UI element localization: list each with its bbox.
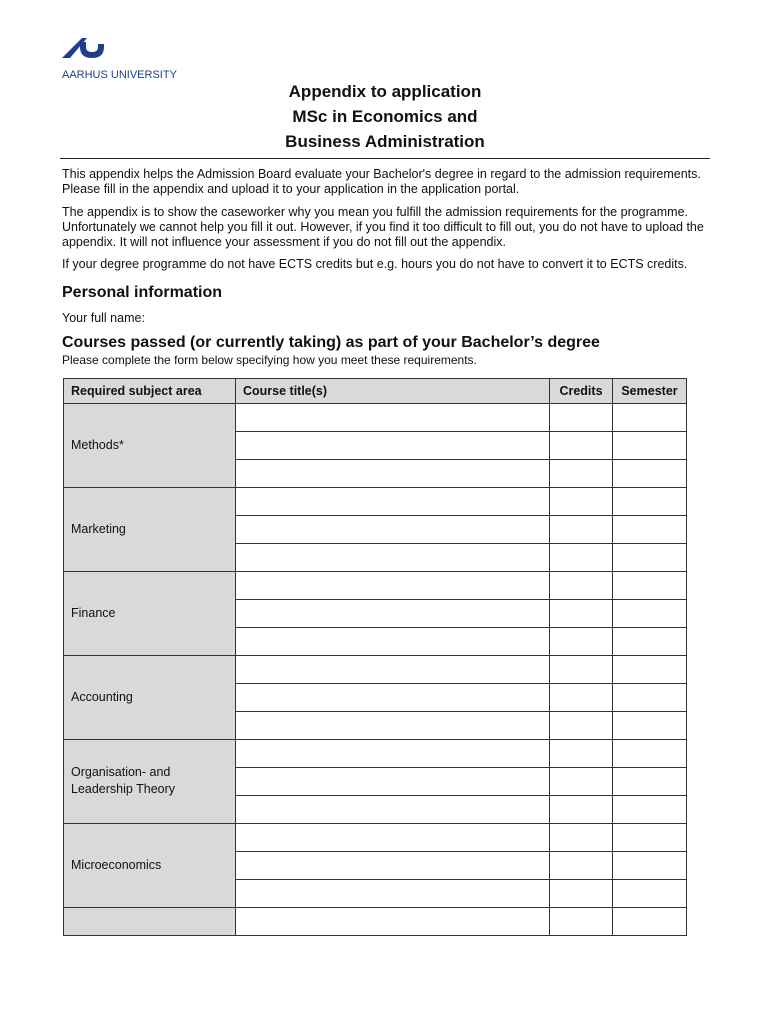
semester-cell[interactable] bbox=[613, 459, 687, 487]
credits-cell[interactable] bbox=[550, 683, 613, 711]
semester-cell[interactable] bbox=[613, 599, 687, 627]
logo-text: AARHUS UNIVERSITY bbox=[62, 69, 177, 81]
table-row bbox=[64, 487, 687, 515]
header-credits: Credits bbox=[550, 378, 613, 403]
semester-cell[interactable] bbox=[613, 487, 687, 515]
table-row bbox=[64, 907, 687, 935]
semester-cell[interactable] bbox=[613, 627, 687, 655]
credits-cell[interactable] bbox=[550, 823, 613, 851]
credits-cell[interactable] bbox=[550, 599, 613, 627]
credits-cell[interactable] bbox=[550, 739, 613, 767]
course-title-cell[interactable] bbox=[236, 515, 550, 543]
title-divider bbox=[60, 158, 710, 159]
semester-cell[interactable] bbox=[613, 543, 687, 571]
credits-cell[interactable] bbox=[550, 487, 613, 515]
course-title-cell[interactable] bbox=[236, 879, 550, 907]
table-row bbox=[64, 403, 687, 431]
personal-info-heading: Personal information bbox=[62, 283, 223, 301]
course-title-cell[interactable] bbox=[236, 487, 550, 515]
credits-cell[interactable] bbox=[550, 795, 613, 823]
semester-cell[interactable] bbox=[613, 823, 687, 851]
credits-cell[interactable] bbox=[550, 655, 613, 683]
aarhus-university-logo-icon bbox=[62, 34, 116, 60]
courses-table bbox=[63, 378, 687, 936]
credits-cell[interactable] bbox=[550, 403, 613, 431]
credits-cell[interactable] bbox=[550, 627, 613, 655]
course-title-cell[interactable] bbox=[236, 767, 550, 795]
credits-cell[interactable] bbox=[550, 879, 613, 907]
semester-cell[interactable] bbox=[613, 851, 687, 879]
intro-paragraph-1: This appendix helps the Admission Board evaluate your Bachelor's degree in regard to the admission requirements. Please fill in the appendix and upload it to your application in the application portal. bbox=[62, 167, 701, 197]
table-row bbox=[64, 571, 687, 599]
credits-cell[interactable] bbox=[550, 459, 613, 487]
credits-cell[interactable] bbox=[550, 543, 613, 571]
course-title-cell[interactable] bbox=[236, 655, 550, 683]
course-title-cell[interactable] bbox=[236, 711, 550, 739]
course-title-cell[interactable] bbox=[236, 571, 550, 599]
table-body bbox=[64, 403, 687, 935]
credits-cell[interactable] bbox=[550, 851, 613, 879]
title-line-3: Business Administration bbox=[285, 132, 485, 151]
semester-cell[interactable] bbox=[613, 571, 687, 599]
course-title-cell[interactable] bbox=[236, 627, 550, 655]
document-body bbox=[62, 79, 708, 936]
subject-area-cell: Accounting bbox=[64, 655, 236, 739]
courses-subtitle: Please complete the form below specifying how you meet these requirements. bbox=[62, 352, 477, 367]
table-row bbox=[64, 823, 687, 851]
course-title-cell[interactable] bbox=[236, 683, 550, 711]
semester-cell[interactable] bbox=[613, 711, 687, 739]
table-header-row bbox=[64, 378, 687, 403]
intro-paragraph-3: If your degree programme do not have ECTS credits but e.g. hours you do not have to convert it to ECTS credits. bbox=[62, 257, 688, 272]
credits-cell[interactable] bbox=[550, 711, 613, 739]
course-title-cell[interactable] bbox=[236, 403, 550, 431]
table-row bbox=[64, 739, 687, 767]
semester-cell[interactable] bbox=[613, 767, 687, 795]
credits-cell[interactable] bbox=[550, 515, 613, 543]
credits-cell[interactable] bbox=[550, 767, 613, 795]
semester-cell[interactable] bbox=[613, 879, 687, 907]
subject-area-cell: Microeconomics bbox=[64, 823, 236, 907]
course-title-cell[interactable] bbox=[236, 431, 550, 459]
header-semester: Semester bbox=[613, 378, 687, 403]
title-line-1: Appendix to application bbox=[288, 82, 482, 101]
header-course-title: Course title(s) bbox=[236, 378, 550, 403]
semester-cell[interactable] bbox=[613, 683, 687, 711]
semester-cell[interactable] bbox=[613, 431, 687, 459]
course-title-cell[interactable] bbox=[236, 599, 550, 627]
semester-cell[interactable] bbox=[613, 403, 687, 431]
course-title-cell[interactable] bbox=[236, 795, 550, 823]
document-title bbox=[62, 79, 708, 154]
semester-cell[interactable] bbox=[613, 795, 687, 823]
subject-area-cell: Organisation- and Leadership Theory bbox=[64, 739, 236, 823]
credits-cell[interactable] bbox=[550, 907, 613, 935]
course-title-cell[interactable] bbox=[236, 823, 550, 851]
subject-area-cell: Methods* bbox=[64, 403, 236, 487]
subject-area-cell: Finance bbox=[64, 571, 236, 655]
course-title-cell[interactable] bbox=[236, 739, 550, 767]
credits-cell[interactable] bbox=[550, 571, 613, 599]
semester-cell[interactable] bbox=[613, 739, 687, 767]
header-subject-area: Required subject area bbox=[64, 378, 236, 403]
semester-cell[interactable] bbox=[613, 515, 687, 543]
course-title-cell[interactable] bbox=[236, 543, 550, 571]
course-title-cell[interactable] bbox=[236, 851, 550, 879]
credits-cell[interactable] bbox=[550, 431, 613, 459]
course-title-cell[interactable] bbox=[236, 907, 550, 935]
courses-heading: Courses passed (or currently taking) as part of your Bachelor’s degree bbox=[62, 333, 600, 351]
title-line-2: MSc in Economics and bbox=[292, 107, 478, 126]
subject-area-cell: Marketing bbox=[64, 487, 236, 571]
semester-cell[interactable] bbox=[613, 907, 687, 935]
table-row bbox=[64, 655, 687, 683]
course-title-cell[interactable] bbox=[236, 459, 550, 487]
semester-cell[interactable] bbox=[613, 655, 687, 683]
subject-area-cell bbox=[64, 907, 236, 935]
full-name-label: Your full name: bbox=[62, 310, 145, 325]
intro-paragraph-2: The appendix is to show the caseworker why you mean you fulfill the admission requirements for the programme. Unfortunately we cannot help you fill it out. However, if you find it too difficult to fill out, you do not have to upload the appendix. It will not influence your assessment if you do not fill out the appendix. bbox=[62, 204, 704, 250]
logo bbox=[62, 34, 177, 81]
